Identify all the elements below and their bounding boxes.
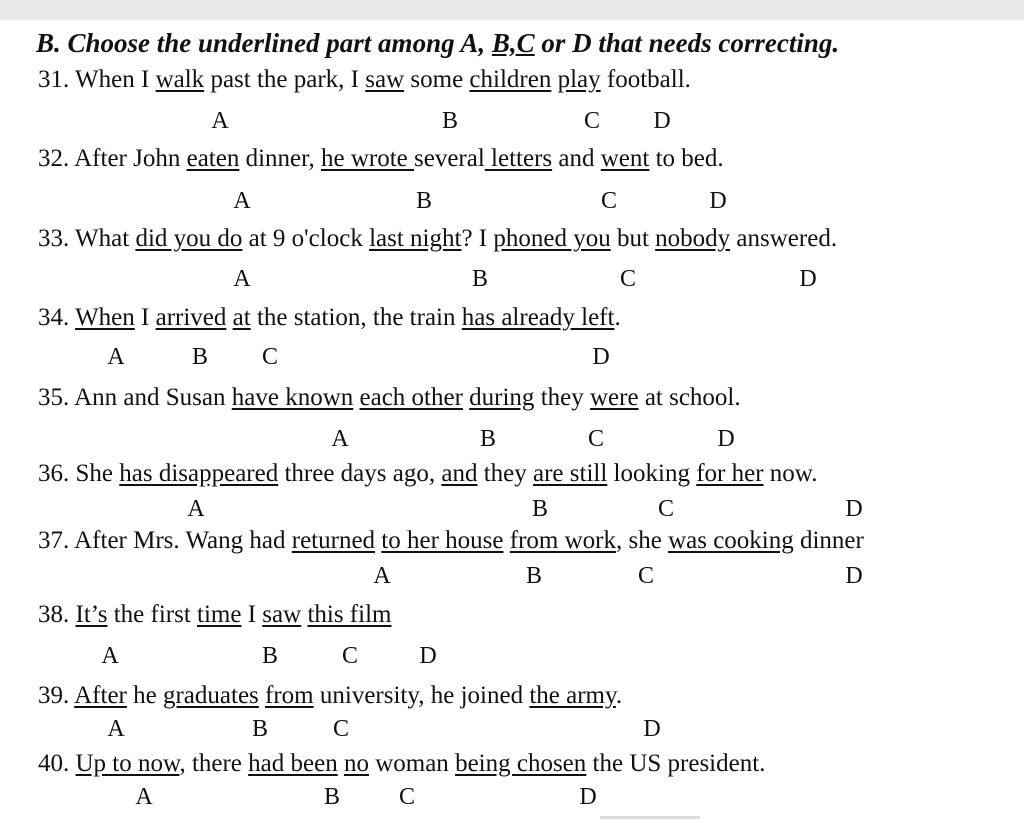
q35-text: they [534,384,590,411]
q33-option-a-text: did you do [135,225,243,252]
q32-text: to bed. [649,145,724,172]
q32-text: and [552,145,601,172]
q31-label-d: D [653,108,671,134]
q37-label-d: D [845,563,863,589]
q38-option-d-text: this film [307,601,392,628]
q33-label-a: A [233,266,251,292]
q39-label-b: B [251,716,268,742]
q36-text: 36. She [38,460,120,487]
q35-option-b-text: each other [359,384,463,411]
q33-option-b-text: last night [369,225,462,252]
heading-text: B. Choose the underlined part among A, [36,28,492,58]
q31-label-c: C [583,108,600,134]
q34-label-d: D [592,344,610,370]
q32-label-b: B [415,188,432,214]
q39-option-c-text: from [265,682,314,709]
q36-text: three days ago, [278,460,442,487]
q40-text: 40. [38,750,76,777]
q37-label-c: C [637,563,654,589]
q40-option-c-text: no [343,750,369,777]
question-40 [38,750,765,778]
q32-option-c-text: letters [484,145,553,172]
q33-label-b: B [471,266,488,292]
q38-option-c-text: saw [262,601,302,628]
exercise-heading [36,28,839,59]
q40-label-b: B [323,784,340,810]
q37-option-b-text: to her house [381,527,504,554]
q38-text: the first [107,601,198,628]
q38-option-a-text: It’s [75,601,108,628]
q31-text: past the park, I [204,66,366,93]
q35-option-c-text: during [469,384,535,411]
q36-text: now. [763,460,818,487]
q38-text: 38. [38,601,76,628]
q37-option-c-text: from work [509,527,616,554]
q35-text: at school. [638,384,741,411]
question-34 [38,304,621,332]
q36-text: looking [607,460,697,487]
question-37 [38,527,864,555]
q36-label-c: C [657,496,674,522]
q38-label-c: C [341,643,358,669]
q39-text: university, he joined [313,682,530,709]
q40-text: the US president. [586,750,766,777]
question-38 [38,601,391,629]
q32-label-a: A [233,188,251,214]
q34-option-a-text: When [75,304,135,331]
q37-label-a: A [373,563,391,589]
q34-label-b: B [191,344,208,370]
q39-label-c: C [332,716,349,742]
q32-option-a-text: eaten [186,145,240,172]
q38-label-d: D [419,643,437,669]
question-35 [38,384,741,412]
q39-option-b-text: graduates [162,682,259,709]
q35-label-a: A [331,426,349,452]
q36-label-d: D [845,496,863,522]
q35-option-d-text: were [589,384,639,411]
q37-label-b: B [525,563,542,589]
q38-text: I [241,601,263,628]
q33-option-d-text: nobody [655,225,731,252]
q35-label-b: B [479,426,496,452]
q36-text: they [477,460,534,487]
q37-text: , she [615,527,669,554]
q34-text: 34. [38,304,76,331]
q40-option-a-text: Up to now [75,750,180,777]
q39-label-d: D [643,716,661,742]
q36-option-a-text: has disappeared [119,460,279,487]
q36-label-b: B [531,496,548,522]
question-32 [38,145,724,173]
q35-text: 35. Ann and Susan [38,384,232,411]
q36-option-b-text: and [441,460,478,487]
q32-label-c: C [600,188,617,214]
q37-text: 37. After Mrs. Wang had [38,527,292,554]
q34-text: I [134,304,156,331]
q35-option-a-text: have known [231,384,354,411]
q33-text: answered. [730,225,838,252]
q33-option-c-text: phoned you [493,225,611,252]
q34-text: the station, the train [250,304,462,331]
q35-label-d: D [717,426,735,452]
q39-option-d-text: the army [529,682,616,709]
q40-text: woman [368,750,456,777]
q31-text: 31. When I [38,66,156,93]
q31-label-a: A [211,108,229,134]
question-36 [38,460,817,488]
q34-text: . [614,304,621,331]
q31-option-c-text: children [469,66,552,93]
q33-label-c: C [619,266,636,292]
q40-label-a: A [135,784,153,810]
q38-label-b: B [261,643,278,669]
q32-text: 32. After John [38,145,187,172]
q36-option-c-text: are still [533,460,608,487]
q34-option-d-text: has already left [461,304,615,331]
q32-option-b-text: he wrote [320,145,414,172]
q31-option-a-text: walk [155,66,205,93]
question-39 [38,682,622,710]
q40-text: , there [179,750,249,777]
q40-option-d-text: being chosen [455,750,587,777]
q36-label-a: A [187,496,205,522]
q34-label-c: C [261,344,278,370]
question-31 [38,66,691,94]
q34-option-b-text: arrived [155,304,227,331]
q31-option-b-text: saw [365,66,405,93]
heading-text-end: or D that needs correcting. [534,28,840,58]
q40-label-d: D [579,784,597,810]
heading-underlined: B,C [491,28,535,58]
q31-text: some [404,66,470,93]
q39-label-a: A [107,716,125,742]
question-33 [38,225,837,253]
q38-option-b-text: time [197,601,242,628]
q33-text: but [610,225,656,252]
bottom-edge-mark [600,816,700,819]
q31-option-d-text: play [557,66,601,93]
q38-label-a: A [101,643,119,669]
q33-text: 33. What [38,225,136,252]
q33-text: at 9 o'clock [242,225,370,252]
q37-option-d-text: was cooking [668,527,794,554]
q37-text: dinner [793,527,864,554]
q40-label-c: C [398,784,415,810]
q32-label-d: D [709,188,727,214]
q36-option-d-text: for her [696,460,764,487]
q40-option-b-text: had been [248,750,338,777]
q37-option-a-text: returned [291,527,376,554]
q35-label-c: C [587,426,604,452]
q32-text: several [414,145,485,172]
q39-text: 39. [38,682,75,709]
q39-option-a-text: After [74,682,127,709]
q31-text: football. [600,66,691,93]
q32-option-d-text: went [600,145,650,172]
q34-option-c-text: at [232,304,251,331]
q33-label-d: D [799,266,817,292]
q39-text: he [126,682,163,709]
q33-text: ? I [461,225,494,252]
q34-label-a: A [107,344,125,370]
q32-text: dinner, [239,145,321,172]
q31-label-b: B [441,108,458,134]
q39-text: . [615,682,623,709]
